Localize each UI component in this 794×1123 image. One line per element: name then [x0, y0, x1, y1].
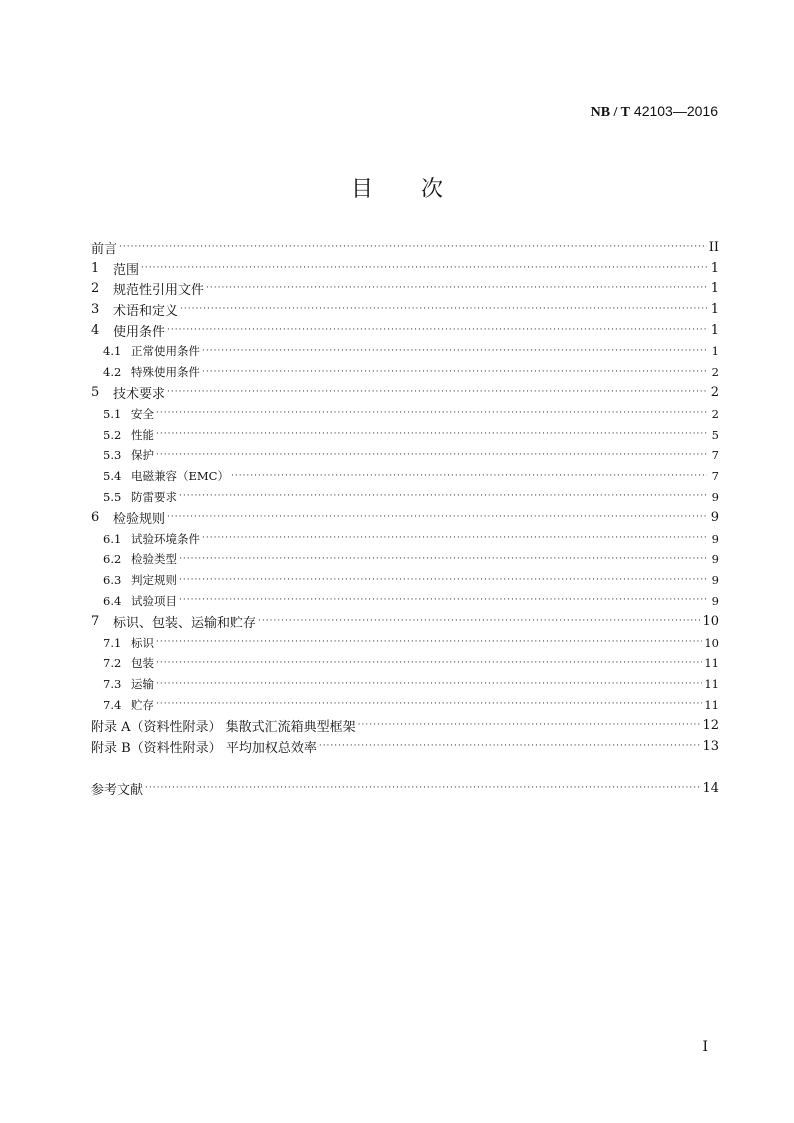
toc-entry-title: 保护: [131, 448, 154, 463]
toc-entry[interactable]: [91, 237, 719, 258]
toc-entry-number: 5.1: [103, 406, 122, 421]
toc-entry-number: 1: [91, 260, 100, 276]
toc-entry[interactable]: [91, 258, 719, 279]
toc-entry-page: 2: [711, 365, 719, 380]
toc-leader-dots: [202, 368, 707, 377]
toc-leader-dots: [167, 326, 707, 335]
standard-code-year: 2016: [686, 103, 718, 119]
toc-entry-number: 4.1: [103, 344, 122, 359]
toc-entry-title: 试验环境条件: [131, 531, 200, 546]
toc-entry-number: 7.4: [103, 697, 122, 712]
toc-entry-title: 范围: [113, 262, 140, 278]
toc-leader-dots: [202, 534, 707, 543]
toc-entry-number: 4: [91, 323, 100, 339]
table-of-contents: [91, 237, 719, 799]
toc-entry-page: 11: [704, 697, 719, 712]
toc-entry-title: 前言: [91, 241, 118, 257]
toc-entry-page: 2: [710, 385, 719, 401]
toc-entry-page: 12: [702, 718, 719, 734]
toc-entry-number: 6.1: [103, 531, 122, 546]
toc-entry[interactable]: [91, 611, 719, 632]
toc-entry[interactable]: [91, 487, 719, 508]
toc-entry-title: 正常使用条件: [131, 344, 200, 359]
toc-entry-page: 10: [704, 635, 719, 650]
standard-code-prefix: NB / T: [590, 105, 631, 120]
toc-entry-title: 判定规则: [131, 573, 177, 588]
toc-entry-title: 性能: [131, 427, 154, 442]
toc-entry[interactable]: [91, 570, 719, 591]
toc-entry[interactable]: [91, 320, 719, 341]
toc-leader-dots: [319, 742, 701, 751]
toc-entry-number: 6.2: [103, 552, 122, 567]
toc-entry-page: 1: [710, 323, 719, 339]
toc-entry[interactable]: [91, 549, 719, 570]
toc-entry-title: 包装: [131, 656, 154, 671]
toc-entry-page: 9: [711, 552, 719, 567]
toc-entry-page: 13: [702, 739, 719, 755]
toc-entry-title: 检验规则: [113, 512, 166, 528]
toc-entry[interactable]: [91, 279, 719, 300]
toc-leader-dots: [179, 555, 707, 564]
toc-entry-number: 4.2: [103, 365, 122, 380]
toc-entry[interactable]: [91, 383, 719, 404]
toc-entry-references[interactable]: [91, 778, 719, 799]
toc-entry[interactable]: [91, 632, 719, 653]
toc-entry-number: 7: [91, 614, 100, 630]
toc-leader-dots: [358, 721, 701, 730]
toc-entry-number: 5.5: [103, 489, 122, 504]
toc-leader-dots: [179, 492, 707, 501]
toc-entry-title: 技术要求: [113, 387, 166, 403]
toc-entry-page: 1: [710, 281, 719, 297]
toc-leader-dots: [141, 264, 707, 273]
toc-leader-dots: [231, 472, 707, 481]
standard-code: [591, 103, 718, 121]
toc-entry-title: 运输: [131, 677, 154, 692]
toc-entry-title: 检验类型: [131, 552, 177, 567]
page-folio: I: [702, 1039, 708, 1055]
toc-leader-dots: [206, 284, 707, 293]
toc-leader-dots: [156, 680, 702, 689]
toc-entry-number: 5: [91, 385, 100, 401]
toc-leader-dots: [119, 243, 707, 252]
toc-entry-title: 规范性引用文件: [113, 283, 205, 299]
toc-entry-title: 标识、包装、运输和贮存: [113, 616, 257, 632]
toc-entry-page: 11: [704, 656, 719, 671]
toc-entry-title: 贮存: [131, 697, 154, 712]
toc-entry-title: 附录 A（资料性附录） 集散式汇流箱典型框架: [91, 720, 356, 736]
toc-entry[interactable]: [91, 591, 719, 612]
toc-entry[interactable]: [91, 653, 719, 674]
toc-entry-number: 2: [91, 281, 100, 297]
toc-entry-page: 9: [710, 510, 719, 526]
toc-leader-dots: [167, 388, 707, 397]
toc-entry[interactable]: [91, 674, 719, 695]
toc-leader-dots: [179, 596, 707, 605]
toc-entry-number: 7.2: [103, 656, 122, 671]
toc-entry-page: 7: [711, 448, 719, 463]
toc-entry-page: 1: [710, 260, 719, 276]
toc-entry[interactable]: [91, 715, 719, 736]
toc-entry-page: 14: [702, 780, 719, 796]
toc-leader-dots: [156, 638, 702, 647]
toc-entry-page: 1: [710, 302, 719, 318]
toc-entry-page: 9: [711, 593, 719, 608]
toc-entry-title: 使用条件: [113, 325, 166, 341]
toc-entry[interactable]: [91, 403, 719, 424]
toc-entry-number: 3: [91, 302, 100, 318]
toc-entry-page: 9: [711, 573, 719, 588]
toc-leader-dots: [179, 576, 707, 585]
toc-leader-dots: [202, 347, 707, 356]
toc-entry-title: 电磁兼容（EMC）: [131, 469, 229, 484]
toc-entry-number: 6.3: [103, 573, 122, 588]
toc-entry-page: 9: [711, 489, 719, 504]
toc-entry-title: 特殊使用条件: [131, 365, 200, 380]
toc-entry-title: 安全: [131, 406, 154, 421]
toc-spacer: [91, 757, 719, 778]
toc-entry-page: 1: [711, 344, 719, 359]
toc-entry[interactable]: [91, 736, 719, 757]
toc-leader-dots: [167, 513, 707, 522]
toc-leader-dots: [156, 659, 702, 668]
toc-entry-title: 标识: [131, 635, 154, 650]
toc-entry-number: 5.4: [103, 469, 122, 484]
toc-leader-dots: [156, 451, 707, 460]
toc-entry-title: 附录 B（资料性附录） 平均加权总效率: [91, 741, 317, 757]
toc-entry-title: 参考文献: [91, 782, 144, 798]
toc-leader-dots: [156, 430, 707, 439]
toc-entry[interactable]: [91, 528, 719, 549]
toc-entry-title: 试验项目: [131, 593, 177, 608]
standard-code-separator: —: [672, 103, 687, 119]
toc-entry-number: 5.2: [103, 427, 122, 442]
toc-leader-dots: [145, 784, 700, 793]
page-title: 目次: [350, 177, 491, 202]
toc-leader-dots: [156, 409, 707, 418]
toc-entry-page: 2: [711, 406, 719, 421]
toc-entry-number: 6: [91, 510, 100, 526]
toc-entry-title: 术语和定义: [113, 304, 179, 320]
toc-entry-page: 10: [702, 614, 719, 630]
toc-entry-page: 9: [711, 531, 719, 546]
toc-leader-dots: [180, 305, 707, 314]
toc-entry[interactable]: [91, 695, 719, 716]
standard-code-number: 42103: [633, 103, 673, 119]
toc-entry-page: II: [708, 239, 719, 255]
toc-entry-number: 5.3: [103, 448, 122, 463]
toc-entry[interactable]: [91, 445, 719, 466]
toc-entry-title: 防雷要求: [131, 489, 177, 504]
toc-entry-number: 7.1: [103, 635, 122, 650]
toc-entry[interactable]: [91, 424, 719, 445]
toc-entry[interactable]: [91, 466, 719, 487]
toc-entry-number: 7.3: [103, 677, 122, 692]
toc-leader-dots: [156, 700, 702, 709]
toc-entry[interactable]: [91, 299, 719, 320]
toc-entry-page: 7: [711, 469, 719, 484]
toc-entry-number: 6.4: [103, 593, 122, 608]
toc-entry[interactable]: [91, 507, 719, 528]
toc-entry[interactable]: [91, 341, 719, 362]
toc-entry-page: 5: [711, 427, 719, 442]
toc-entry-page: 11: [704, 677, 719, 692]
toc-leader-dots: [258, 617, 700, 626]
toc-entry[interactable]: [91, 362, 719, 383]
